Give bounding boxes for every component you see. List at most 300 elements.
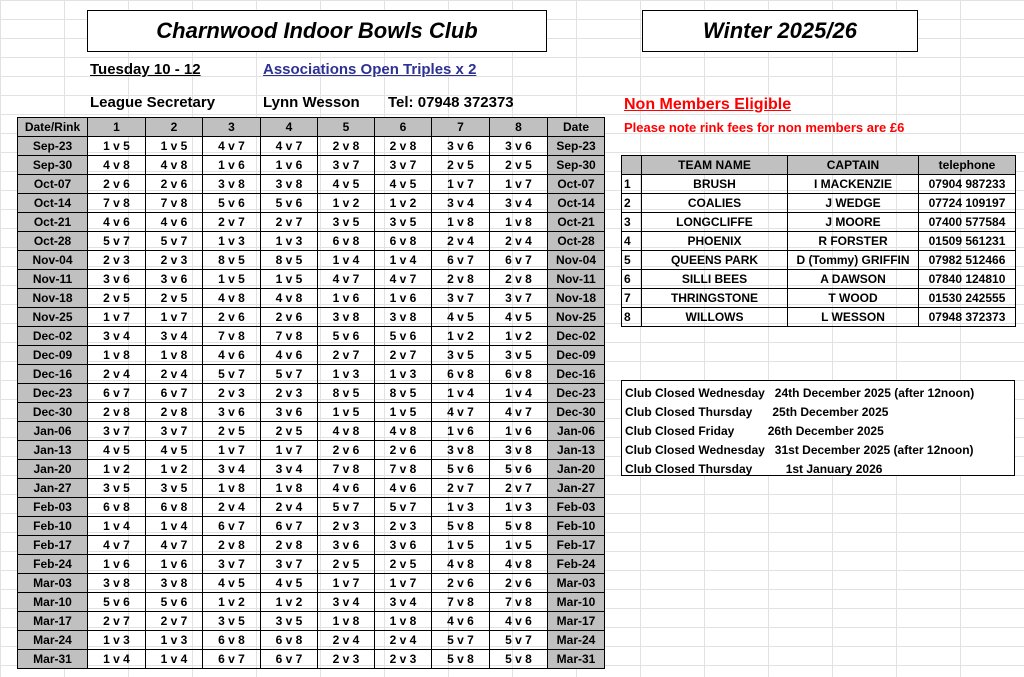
fixture-cell: 3 v 4: [88, 327, 146, 346]
fixture-cell: 1 v 6: [490, 422, 548, 441]
fixture-cell: 3 v 7: [88, 422, 146, 441]
fixture-cell: 8 v 5: [261, 251, 318, 270]
fixture-cell: 1 v 6: [318, 289, 375, 308]
fixture-cell: 2 v 5: [490, 156, 548, 175]
fixture-cell: 1 v 5: [146, 137, 203, 156]
header-rink-2: 2: [146, 118, 203, 137]
fixture-cell: 2 v 3: [318, 650, 375, 669]
fixture-cell: 2 v 4: [432, 232, 490, 251]
fixture-schedule-table: [17, 117, 605, 669]
header-rink-5: 5: [318, 118, 375, 137]
fixture-cell: 3 v 4: [203, 460, 261, 479]
closures-notice: [621, 380, 1015, 476]
fixture-cell: 3 v 6: [490, 137, 548, 156]
closure-line: Club Closed Thursday 1st January 2026: [625, 462, 883, 476]
table-row: [622, 308, 1016, 327]
fixture-cell: 1 v 4: [490, 384, 548, 403]
fixture-cell: 5 v 6: [375, 327, 432, 346]
fixture-cell: 6 v 8: [146, 498, 203, 517]
fixture-date: Dec-02: [18, 327, 88, 346]
teams-header-3: telephone: [919, 156, 1016, 175]
team-number: 6: [622, 270, 642, 289]
fixture-cell: 5 v 6: [203, 194, 261, 213]
team-number: 4: [622, 232, 642, 251]
fixture-cell: 1 v 5: [203, 270, 261, 289]
fixture-cell: 1 v 8: [203, 479, 261, 498]
secretary-name: Lynn Wesson: [263, 94, 360, 111]
team-telephone: 01509 561231: [919, 232, 1016, 251]
fixture-cell: 1 v 8: [375, 612, 432, 631]
fixture-cell: 4 v 8: [318, 422, 375, 441]
team-captain: R FORSTER: [788, 232, 919, 251]
fixture-cell: 4 v 6: [261, 346, 318, 365]
secretary-tel: Tel: 07948 372373: [388, 94, 514, 111]
fixture-cell: 4 v 6: [146, 213, 203, 232]
fixture-date: Oct-07: [18, 175, 88, 194]
fixture-cell: 1 v 3: [318, 365, 375, 384]
fixture-cell: 1 v 5: [375, 403, 432, 422]
table-row: [18, 251, 605, 270]
fixture-cell: 4 v 5: [490, 308, 548, 327]
closure-line: Club Closed Wednesday 24th December 2025 (after 12noon): [625, 386, 975, 400]
fixture-cell: 4 v 5: [146, 441, 203, 460]
fixture-cell: 1 v 4: [146, 650, 203, 669]
fixture-cell: 3 v 8: [261, 175, 318, 194]
team-captain: D (Tommy) GRIFFIN: [788, 251, 919, 270]
fixture-cell: 4 v 6: [318, 479, 375, 498]
fixture-cell: 2 v 7: [203, 213, 261, 232]
fixture-cell: 2 v 6: [88, 175, 146, 194]
team-captain: T WOOD: [788, 289, 919, 308]
fixture-cell: 4 v 5: [375, 175, 432, 194]
team-telephone: 07904 987233: [919, 175, 1016, 194]
fixture-cell: 2 v 8: [318, 137, 375, 156]
fixture-cell: 2 v 3: [375, 517, 432, 536]
season-title-box: [642, 10, 918, 52]
fixture-cell: 7 v 8: [203, 327, 261, 346]
fixture-cell: 6 v 7: [203, 517, 261, 536]
table-row: [18, 498, 605, 517]
table-row: [18, 403, 605, 422]
fixture-cell: 1 v 2: [203, 593, 261, 612]
fixture-cell: 1 v 8: [432, 213, 490, 232]
team-number: 2: [622, 194, 642, 213]
fixture-cell: 1 v 7: [432, 175, 490, 194]
team-captain: I MACKENZIE: [788, 175, 919, 194]
table-row: [18, 194, 605, 213]
fixture-cell: 7 v 8: [146, 194, 203, 213]
schedule-header-row: [18, 118, 605, 137]
table-row: [18, 156, 605, 175]
fixture-cell: 2 v 8: [203, 536, 261, 555]
fixture-cell: 3 v 4: [146, 327, 203, 346]
fixture-cell: 5 v 7: [490, 631, 548, 650]
fixture-date-right: Nov-18: [548, 289, 605, 308]
fixture-cell: 4 v 8: [490, 555, 548, 574]
fixture-cell: 5 v 7: [432, 631, 490, 650]
fixture-cell: 1 v 2: [375, 194, 432, 213]
fixture-cell: 2 v 4: [261, 498, 318, 517]
table-row: [18, 593, 605, 612]
team-captain: A DAWSON: [788, 270, 919, 289]
fixture-cell: 5 v 7: [375, 498, 432, 517]
teams-header-1: TEAM NAME: [642, 156, 788, 175]
fixture-cell: 6 v 7: [203, 650, 261, 669]
fixture-cell: 3 v 4: [490, 194, 548, 213]
header-rink-4: 4: [261, 118, 318, 137]
closure-line: Club Closed Friday 26th December 2025: [625, 424, 884, 438]
session-label: Tuesday 10 - 12: [90, 61, 201, 78]
fixture-date-right: Dec-09: [548, 346, 605, 365]
fixture-cell: 1 v 7: [490, 175, 548, 194]
fixture-cell: 2 v 4: [490, 232, 548, 251]
header-rink-6: 6: [375, 118, 432, 137]
team-name: LONGCLIFFE: [642, 213, 788, 232]
fixture-cell: 5 v 6: [88, 593, 146, 612]
fixture-cell: 1 v 2: [261, 593, 318, 612]
fixture-date: Feb-24: [18, 555, 88, 574]
fixture-cell: 1 v 6: [146, 555, 203, 574]
fixture-cell: 7 v 8: [432, 593, 490, 612]
fixture-cell: 3 v 7: [146, 422, 203, 441]
table-row: [18, 574, 605, 593]
team-name: BRUSH: [642, 175, 788, 194]
fixture-cell: 3 v 8: [375, 308, 432, 327]
fixture-cell: 2 v 6: [146, 175, 203, 194]
fixture-cell: 8 v 5: [203, 251, 261, 270]
fixture-cell: 6 v 7: [490, 251, 548, 270]
fixture-cell: 2 v 4: [318, 631, 375, 650]
fixture-cell: 3 v 6: [261, 403, 318, 422]
fixture-cell: 7 v 8: [318, 460, 375, 479]
team-telephone: 07840 124810: [919, 270, 1016, 289]
fixture-date: Nov-25: [18, 308, 88, 327]
fixture-date: Oct-28: [18, 232, 88, 251]
fixture-cell: 1 v 5: [318, 403, 375, 422]
team-telephone: 07982 512466: [919, 251, 1016, 270]
fixture-cell: 3 v 8: [88, 574, 146, 593]
fixture-cell: 4 v 7: [88, 536, 146, 555]
fixture-date-right: Dec-16: [548, 365, 605, 384]
fixture-cell: 4 v 8: [88, 156, 146, 175]
team-name: PHOENIX: [642, 232, 788, 251]
team-captain: L WESSON: [788, 308, 919, 327]
fixture-date: Jan-27: [18, 479, 88, 498]
team-name: WILLOWS: [642, 308, 788, 327]
fixture-date-right: Dec-30: [548, 403, 605, 422]
fixture-cell: 2 v 7: [375, 346, 432, 365]
fixture-cell: 2 v 3: [203, 384, 261, 403]
fixture-date: Jan-13: [18, 441, 88, 460]
fee-note: Please note rink fees for non members are £6: [624, 120, 905, 135]
team-name: COALIES: [642, 194, 788, 213]
fixture-cell: 5 v 8: [490, 650, 548, 669]
fixture-date-right: Feb-24: [548, 555, 605, 574]
header-rink-7: 7: [432, 118, 490, 137]
fixture-cell: 1 v 2: [318, 194, 375, 213]
fixture-cell: 3 v 8: [146, 574, 203, 593]
team-number: 8: [622, 308, 642, 327]
fixture-cell: 3 v 5: [203, 612, 261, 631]
fixture-cell: 1 v 6: [432, 422, 490, 441]
fixture-cell: 2 v 3: [318, 517, 375, 536]
fixture-date-right: Mar-10: [548, 593, 605, 612]
fixture-date: Mar-31: [18, 650, 88, 669]
fixture-cell: 4 v 5: [88, 441, 146, 460]
fixture-cell: 1 v 4: [146, 517, 203, 536]
table-row: [18, 536, 605, 555]
fixture-cell: 3 v 8: [490, 441, 548, 460]
table-row: [18, 441, 605, 460]
header-date-rink: Date/Rink: [18, 118, 88, 137]
table-row: [18, 270, 605, 289]
fixture-cell: 8 v 5: [375, 384, 432, 403]
fixture-cell: 2 v 7: [432, 479, 490, 498]
fixture-date-right: Dec-23: [548, 384, 605, 403]
table-row: [622, 251, 1016, 270]
fixture-cell: 1 v 5: [432, 536, 490, 555]
fixture-date-right: Oct-21: [548, 213, 605, 232]
fixture-cell: 4 v 5: [203, 574, 261, 593]
fixture-cell: 1 v 4: [375, 251, 432, 270]
secretary-label: League Secretary: [90, 94, 216, 111]
fixture-cell: 2 v 5: [88, 289, 146, 308]
fixture-cell: 3 v 6: [318, 536, 375, 555]
competition-link[interactable]: Associations Open Triples x 2: [263, 61, 477, 78]
fixture-date: Jan-06: [18, 422, 88, 441]
fixture-cell: 2 v 6: [432, 574, 490, 593]
fixture-cell: 2 v 7: [490, 479, 548, 498]
fixture-cell: 6 v 8: [261, 631, 318, 650]
fixture-date-right: Oct-07: [548, 175, 605, 194]
fixture-cell: 3 v 7: [261, 555, 318, 574]
fixture-date: Jan-20: [18, 460, 88, 479]
fixture-cell: 5 v 7: [261, 365, 318, 384]
team-number: 7: [622, 289, 642, 308]
fixture-cell: 1 v 8: [490, 213, 548, 232]
fixture-date-right: Nov-25: [548, 308, 605, 327]
table-row: [18, 422, 605, 441]
fixture-cell: 6 v 8: [203, 631, 261, 650]
team-telephone: 07948 372373: [919, 308, 1016, 327]
fixture-cell: 3 v 7: [203, 555, 261, 574]
fixture-date-right: Dec-02: [548, 327, 605, 346]
fixture-cell: 1 v 5: [88, 137, 146, 156]
fixture-cell: 2 v 8: [261, 536, 318, 555]
fixture-cell: 1 v 8: [146, 346, 203, 365]
fixture-cell: 2 v 5: [146, 289, 203, 308]
fixture-cell: 5 v 6: [261, 194, 318, 213]
table-row: [18, 327, 605, 346]
fixture-cell: 1 v 7: [88, 308, 146, 327]
fixture-cell: 1 v 7: [146, 308, 203, 327]
fixture-cell: 3 v 6: [88, 270, 146, 289]
table-row: [622, 232, 1016, 251]
fixture-cell: 1 v 3: [490, 498, 548, 517]
fixture-cell: 2 v 4: [375, 631, 432, 650]
fixture-date-right: Oct-14: [548, 194, 605, 213]
fixture-date: Mar-24: [18, 631, 88, 650]
fixture-cell: 3 v 7: [432, 289, 490, 308]
fixture-date-right: Feb-17: [548, 536, 605, 555]
fixture-cell: 3 v 5: [261, 612, 318, 631]
fixture-cell: 3 v 5: [88, 479, 146, 498]
fixture-date-right: Jan-20: [548, 460, 605, 479]
fixture-cell: 2 v 3: [88, 251, 146, 270]
fixture-cell: 3 v 8: [203, 175, 261, 194]
fixture-cell: 3 v 6: [375, 536, 432, 555]
fixture-cell: 2 v 5: [432, 156, 490, 175]
fixture-cell: 4 v 7: [318, 270, 375, 289]
fixture-date: Sep-30: [18, 156, 88, 175]
fixture-cell: 6 v 7: [261, 650, 318, 669]
fixture-date-right: Jan-27: [548, 479, 605, 498]
team-captain: J WEDGE: [788, 194, 919, 213]
fixture-cell: 4 v 6: [375, 479, 432, 498]
fixture-cell: 3 v 7: [318, 156, 375, 175]
fixture-cell: 3 v 4: [318, 593, 375, 612]
fixture-cell: 4 v 7: [490, 403, 548, 422]
fixture-cell: 5 v 7: [318, 498, 375, 517]
fixture-cell: 4 v 7: [203, 137, 261, 156]
fixture-cell: 1 v 3: [261, 232, 318, 251]
fixture-date-right: Sep-30: [548, 156, 605, 175]
fixture-cell: 1 v 6: [88, 555, 146, 574]
fixture-cell: 2 v 3: [146, 251, 203, 270]
fixture-date-right: Oct-28: [548, 232, 605, 251]
table-row: [18, 650, 605, 669]
eligibility-note: Non Members Eligible: [624, 96, 792, 113]
table-row: [18, 384, 605, 403]
table-row: [622, 175, 1016, 194]
header-rink-8: 8: [490, 118, 548, 137]
fixture-cell: 1 v 7: [318, 574, 375, 593]
fixture-cell: 1 v 2: [432, 327, 490, 346]
fixture-date: Mar-17: [18, 612, 88, 631]
fixture-cell: 2 v 6: [490, 574, 548, 593]
fixture-date: Feb-17: [18, 536, 88, 555]
fixture-cell: 2 v 5: [203, 422, 261, 441]
fixture-cell: 3 v 8: [318, 308, 375, 327]
fixture-cell: 2 v 5: [375, 555, 432, 574]
table-row: [622, 289, 1016, 308]
fixture-cell: 2 v 8: [146, 403, 203, 422]
table-row: [18, 517, 605, 536]
fixture-cell: 3 v 5: [375, 213, 432, 232]
header-rink-1: 1: [88, 118, 146, 137]
fixture-cell: 6 v 8: [88, 498, 146, 517]
table-row: [18, 555, 605, 574]
fixture-cell: 8 v 5: [318, 384, 375, 403]
table-row: [622, 194, 1016, 213]
fixture-cell: 1 v 4: [88, 650, 146, 669]
team-number: 3: [622, 213, 642, 232]
closures-list: [625, 384, 1011, 479]
table-row: [18, 479, 605, 498]
teams-header-0: [622, 156, 642, 175]
fixture-cell: 2 v 7: [261, 213, 318, 232]
fixture-cell: 1 v 6: [203, 156, 261, 175]
fixture-cell: 1 v 3: [203, 232, 261, 251]
fixture-cell: 4 v 6: [490, 612, 548, 631]
fixture-date: Dec-30: [18, 403, 88, 422]
fixture-cell: 6 v 7: [261, 517, 318, 536]
fixture-cell: 1 v 7: [261, 441, 318, 460]
fixture-date-right: Feb-10: [548, 517, 605, 536]
table-row: [18, 232, 605, 251]
club-title-box: [87, 10, 547, 52]
fixture-cell: 5 v 7: [203, 365, 261, 384]
fixture-cell: 5 v 8: [432, 650, 490, 669]
fixture-cell: 6 v 8: [490, 365, 548, 384]
table-row: [18, 346, 605, 365]
fixture-cell: 4 v 8: [146, 156, 203, 175]
fixture-date-right: Mar-24: [548, 631, 605, 650]
fixture-cell: 5 v 6: [432, 460, 490, 479]
fixture-cell: 3 v 5: [318, 213, 375, 232]
fixture-cell: 1 v 7: [375, 574, 432, 593]
fixture-cell: 3 v 7: [490, 289, 548, 308]
season-title: Winter 2025/26: [703, 18, 857, 43]
fixture-cell: 7 v 8: [261, 327, 318, 346]
teams-header-row: [622, 156, 1016, 175]
fixture-cell: 4 v 6: [203, 346, 261, 365]
fixture-cell: 5 v 6: [318, 327, 375, 346]
fixture-cell: 1 v 4: [432, 384, 490, 403]
fixture-cell: 4 v 8: [375, 422, 432, 441]
fixture-date-right: Mar-17: [548, 612, 605, 631]
fixture-cell: 4 v 6: [88, 213, 146, 232]
table-row: [622, 270, 1016, 289]
club-title: Charnwood Indoor Bowls Club: [156, 18, 478, 43]
fixture-date: Feb-03: [18, 498, 88, 517]
fixture-cell: 1 v 3: [432, 498, 490, 517]
fixture-cell: 1 v 5: [261, 270, 318, 289]
fixture-cell: 4 v 8: [203, 289, 261, 308]
fixture-date: Feb-10: [18, 517, 88, 536]
fixture-date-right: Nov-11: [548, 270, 605, 289]
fixture-cell: 3 v 4: [375, 593, 432, 612]
fixture-cell: 2 v 8: [88, 403, 146, 422]
fixture-date: Dec-09: [18, 346, 88, 365]
fixture-cell: 4 v 5: [261, 574, 318, 593]
fixture-date-right: Mar-31: [548, 650, 605, 669]
fixture-cell: 2 v 6: [261, 308, 318, 327]
fixture-cell: 2 v 6: [203, 308, 261, 327]
fixture-cell: 1 v 3: [375, 365, 432, 384]
fixture-cell: 2 v 8: [490, 270, 548, 289]
fixture-cell: 1 v 4: [88, 517, 146, 536]
fixture-cell: 1 v 2: [88, 460, 146, 479]
fixture-cell: 2 v 6: [375, 441, 432, 460]
fixture-cell: 7 v 8: [88, 194, 146, 213]
fixture-cell: 3 v 5: [432, 346, 490, 365]
fixture-date: Oct-21: [18, 213, 88, 232]
table-row: [18, 289, 605, 308]
team-number: 1: [622, 175, 642, 194]
fixture-cell: 4 v 7: [261, 137, 318, 156]
fixture-date: Nov-04: [18, 251, 88, 270]
fixture-date: Mar-03: [18, 574, 88, 593]
fixture-cell: 2 v 7: [88, 612, 146, 631]
fixture-cell: 2 v 4: [146, 365, 203, 384]
team-telephone: 01530 242555: [919, 289, 1016, 308]
fixture-date: Oct-14: [18, 194, 88, 213]
team-name: SILLI BEES: [642, 270, 788, 289]
fixture-date-right: Jan-06: [548, 422, 605, 441]
fixture-date: Mar-10: [18, 593, 88, 612]
table-row: [18, 631, 605, 650]
